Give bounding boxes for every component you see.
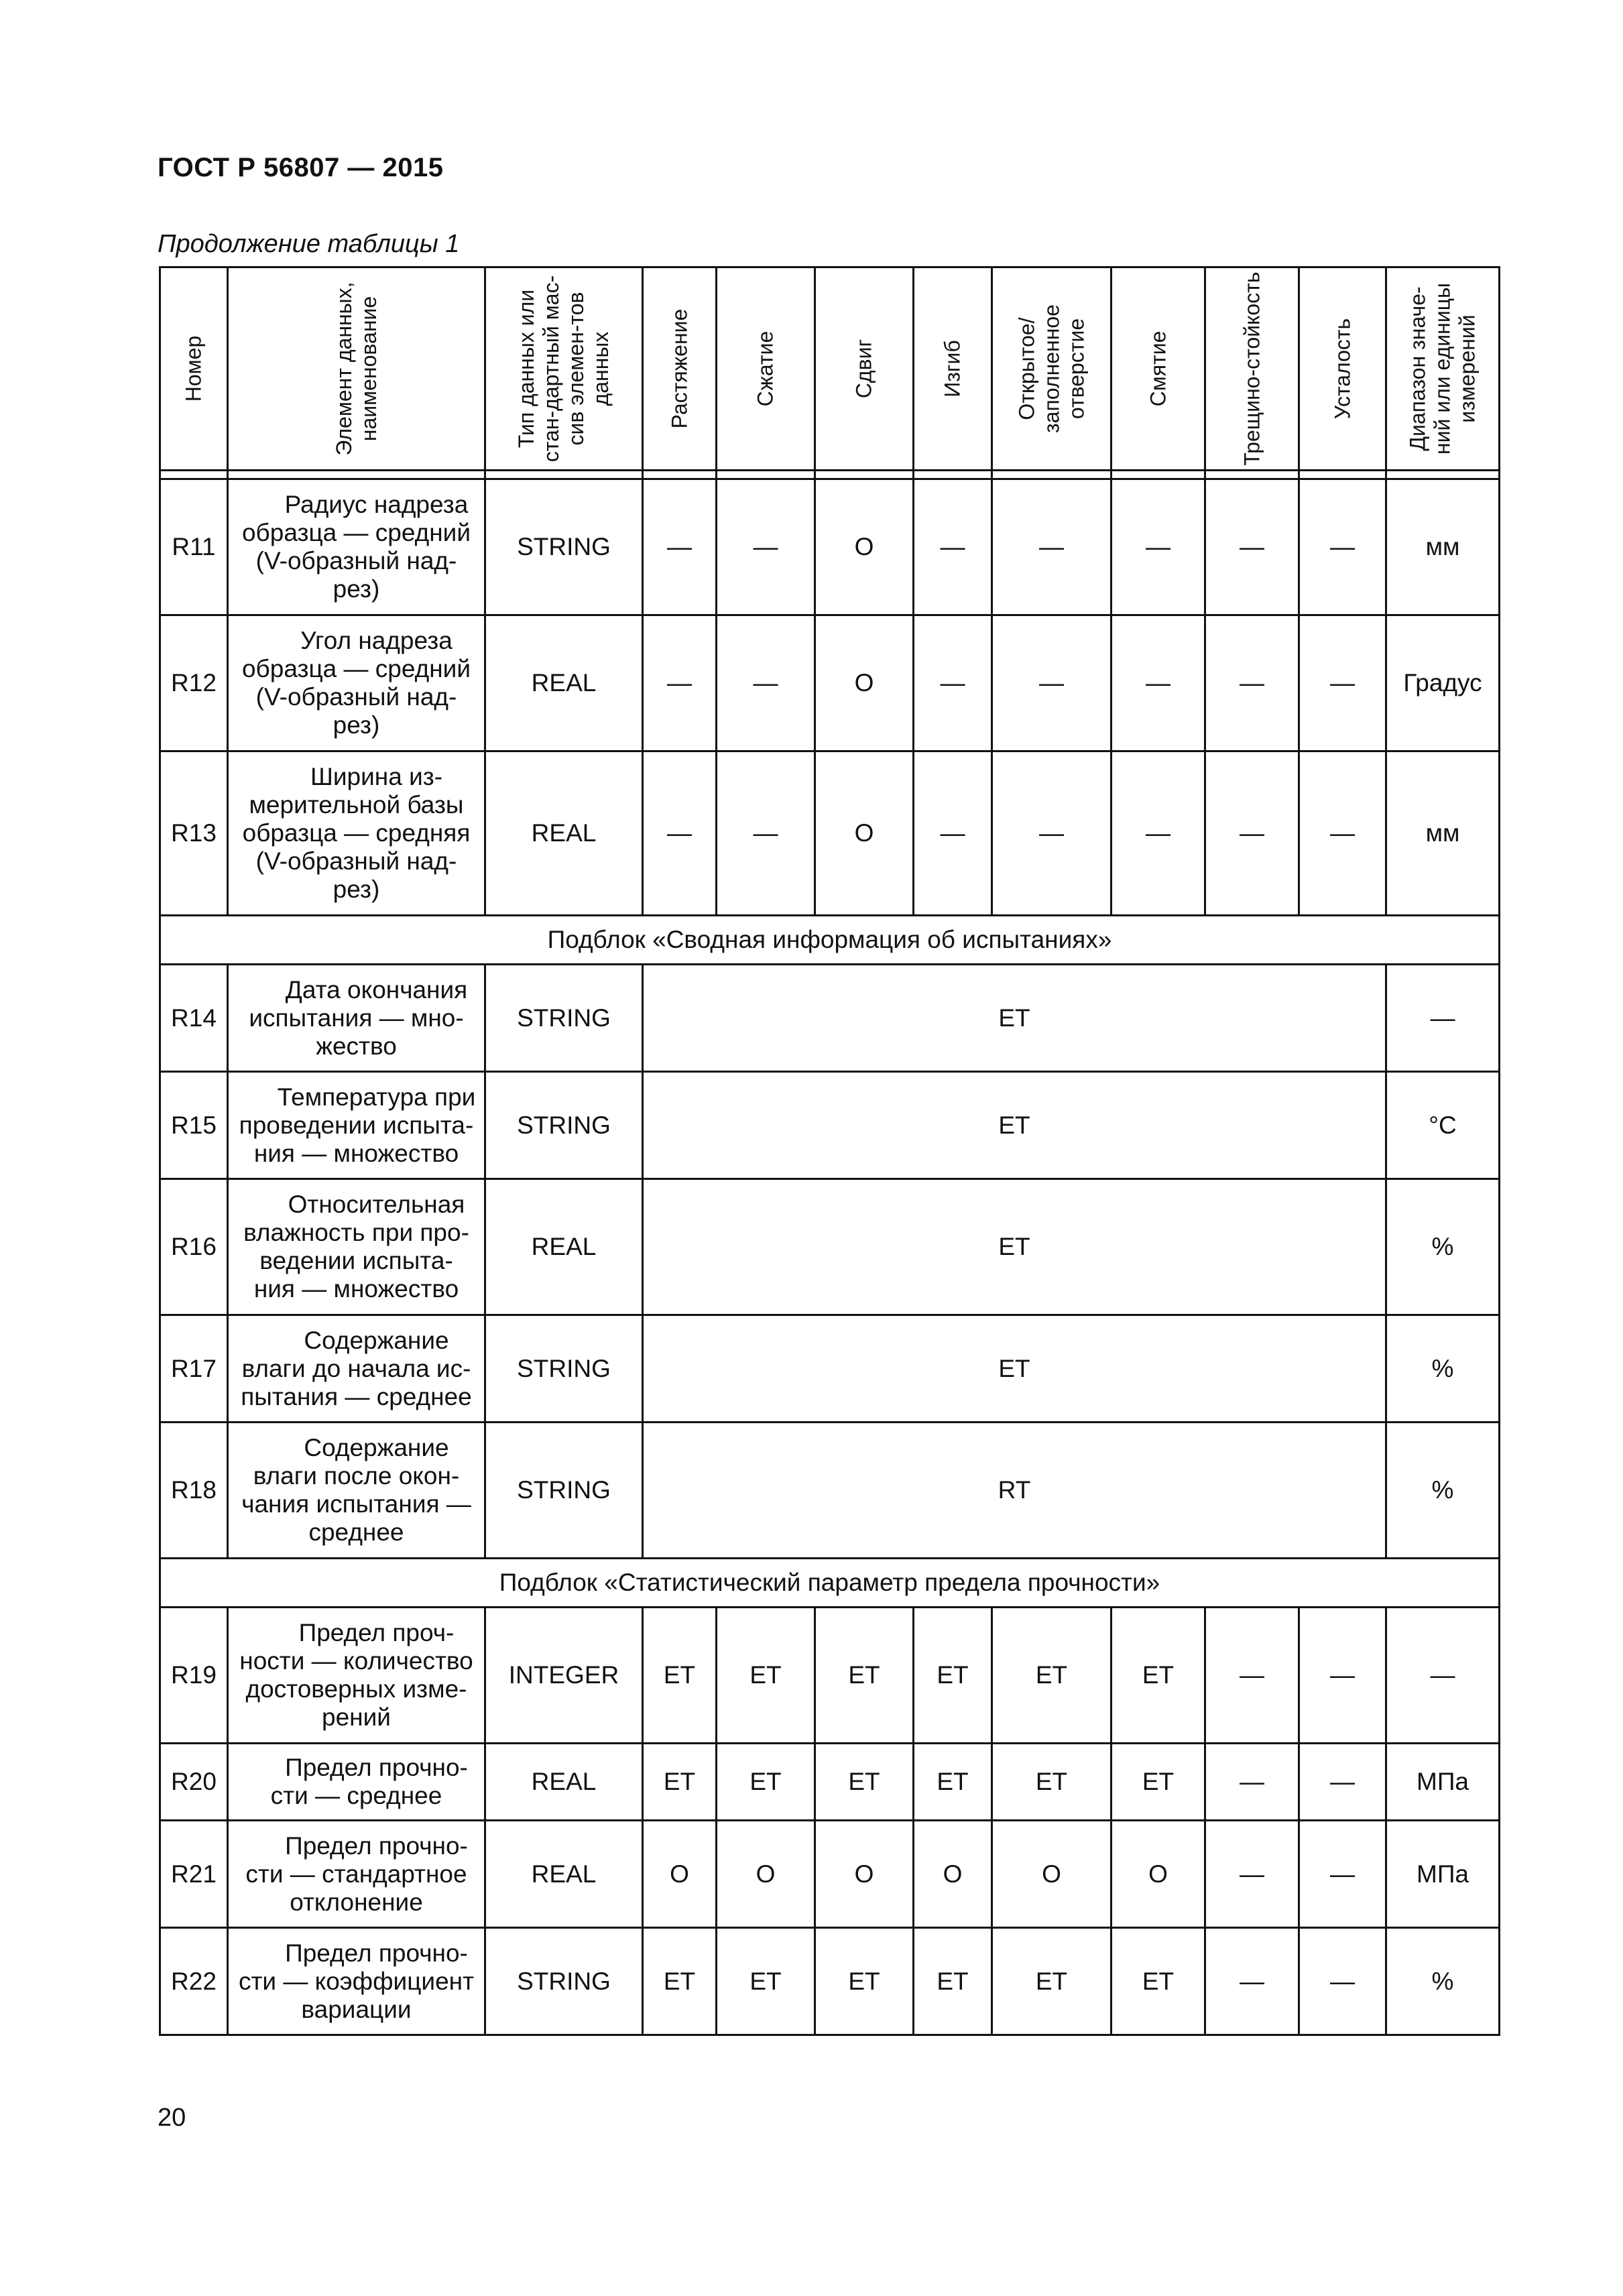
table-row xyxy=(160,1608,1500,1744)
test-applicability: — xyxy=(1205,1608,1299,1744)
element-name-line: отклонение xyxy=(290,1888,423,1916)
unit-range: МПа xyxy=(1386,1821,1500,1928)
element-name-line: ния — множество xyxy=(253,1139,459,1167)
element-name-line: сти — среднее xyxy=(270,1782,442,1809)
test-applicability: — xyxy=(1205,479,1299,615)
element-name-line: образца — средний xyxy=(241,655,471,682)
column-header-label: Открытое/ заполненное отверстие xyxy=(1014,304,1088,433)
element-name-line: испытания — мно- xyxy=(249,1004,464,1032)
element-name-line: Температура при xyxy=(277,1083,476,1111)
element-name-line: ния — множество xyxy=(253,1275,459,1303)
row-number: R18 xyxy=(160,1423,228,1559)
data-type: STRING xyxy=(485,965,643,1072)
column-header xyxy=(717,267,815,471)
element-name-line: Радиус надреза xyxy=(284,491,469,518)
element-name-line: вариации xyxy=(301,1995,412,2023)
test-applicability: — xyxy=(914,479,992,615)
column-header xyxy=(992,267,1111,471)
column-header xyxy=(914,267,992,471)
row-number: R16 xyxy=(160,1179,228,1315)
element-name-line: пытания — среднее xyxy=(241,1382,472,1410)
element-name-line: (V-образный над- xyxy=(255,547,457,575)
test-applicability: ET xyxy=(914,1608,992,1744)
element-name xyxy=(228,751,485,916)
unit-range: мм xyxy=(1386,479,1500,615)
row-number: R17 xyxy=(160,1315,228,1423)
element-name xyxy=(228,1179,485,1315)
element-name-line: сти — стандартное xyxy=(245,1860,467,1888)
row-number: R12 xyxy=(160,615,228,751)
element-name xyxy=(228,1928,485,2035)
test-applicability: ET xyxy=(643,1928,717,2035)
unit-range: % xyxy=(1386,1928,1500,2035)
data-type: REAL xyxy=(485,615,643,751)
test-applicability: — xyxy=(914,751,992,916)
test-applicability: — xyxy=(717,751,815,916)
element-name-line: влаги до начала ис- xyxy=(241,1354,471,1382)
table-row xyxy=(160,1315,1500,1423)
test-applicability: ET xyxy=(815,1608,914,1744)
table-caption: Продолжение таблицы 1 xyxy=(158,230,460,258)
element-name-line: Ширина из- xyxy=(310,763,443,790)
test-applicability: ET xyxy=(1111,1608,1205,1744)
column-header xyxy=(228,267,485,471)
column-header-label: Диапазон значе-ний или единицы измерений xyxy=(1405,282,1480,455)
test-applicability: — xyxy=(643,751,717,916)
element-name-line: образца — средняя xyxy=(242,819,471,847)
element-name-line: Относительная xyxy=(288,1191,465,1218)
test-applicability: O xyxy=(992,1821,1111,1928)
element-name-line: сти — коэффициент xyxy=(238,1967,475,1995)
data-type: STRING xyxy=(485,1315,643,1423)
test-applicability: RT xyxy=(643,1423,1386,1559)
test-applicability: — xyxy=(643,479,717,615)
element-name-line: Предел прочно- xyxy=(285,1939,468,1967)
column-header-label: Смятие xyxy=(1146,330,1170,407)
test-applicability: — xyxy=(1111,615,1205,751)
element-name-line: ведении испыта- xyxy=(259,1247,453,1274)
column-header xyxy=(643,267,717,471)
table-row xyxy=(160,1072,1500,1179)
page-number: 20 xyxy=(158,2104,186,2132)
table-row xyxy=(160,751,1500,916)
element-name-line: (V-образный над- xyxy=(255,847,457,875)
test-applicability: — xyxy=(717,615,815,751)
table-row xyxy=(160,1423,1500,1559)
column-header-label: Элемент данных, наименование xyxy=(331,282,381,456)
test-applicability: O xyxy=(914,1821,992,1928)
test-applicability: — xyxy=(1299,1821,1386,1928)
test-applicability: — xyxy=(914,615,992,751)
element-name-line: влажность при про- xyxy=(243,1219,469,1246)
subblock-row xyxy=(160,1559,1500,1608)
data-type: REAL xyxy=(485,1821,643,1928)
test-applicability: ET xyxy=(643,1072,1386,1179)
test-applicability: — xyxy=(1111,479,1205,615)
element-name-line: рез) xyxy=(333,875,380,903)
element-name-line: Угол надреза xyxy=(300,627,453,654)
table-row xyxy=(160,1928,1500,2035)
element-name-line: чания испытания — xyxy=(241,1490,471,1518)
row-number: R11 xyxy=(160,479,228,615)
element-name-line: рений xyxy=(322,1703,391,1731)
test-applicability: ET xyxy=(643,1608,717,1744)
test-applicability: ET xyxy=(1111,1744,1205,1821)
test-applicability: — xyxy=(1205,1821,1299,1928)
data-table xyxy=(159,266,1500,2036)
header-separator xyxy=(160,471,1500,479)
data-type: REAL xyxy=(485,751,643,916)
test-applicability: ET xyxy=(992,1928,1111,2035)
test-applicability: — xyxy=(1205,1744,1299,1821)
test-applicability: ET xyxy=(717,1744,815,1821)
column-header xyxy=(1386,267,1500,471)
test-applicability: O xyxy=(815,479,914,615)
element-name-line: среднее xyxy=(308,1518,404,1546)
test-applicability: O xyxy=(1111,1821,1205,1928)
column-header xyxy=(815,267,914,471)
subblock-row xyxy=(160,916,1500,965)
data-type: STRING xyxy=(485,1928,643,2035)
element-name xyxy=(228,1315,485,1423)
test-applicability: — xyxy=(1299,479,1386,615)
test-applicability: — xyxy=(992,479,1111,615)
column-header-label: Изгиб xyxy=(940,340,965,398)
test-applicability: ET xyxy=(992,1744,1111,1821)
data-type: REAL xyxy=(485,1179,643,1315)
unit-range: МПа xyxy=(1386,1744,1500,1821)
test-applicability: — xyxy=(992,615,1111,751)
element-name-line: достоверных изме- xyxy=(245,1675,467,1703)
column-header-label: Растяжение xyxy=(667,308,691,429)
table-row xyxy=(160,479,1500,615)
column-header-label: Номер xyxy=(181,335,206,402)
column-header-label: Тип данных или стан-дартный мас-сив элемен-тов данных xyxy=(514,275,613,463)
table-header xyxy=(160,267,1500,471)
test-applicability: ET xyxy=(717,1928,815,2035)
element-name-line: рез) xyxy=(333,711,380,739)
test-applicability: O xyxy=(815,751,914,916)
test-applicability: — xyxy=(643,615,717,751)
test-applicability: — xyxy=(1111,751,1205,916)
unit-range: % xyxy=(1386,1423,1500,1559)
data-type: STRING xyxy=(485,479,643,615)
element-name-line: проведении испыта- xyxy=(239,1111,474,1139)
document-code: ГОСТ Р 56807 — 2015 xyxy=(158,153,444,182)
element-name-line: Дата окончания xyxy=(285,975,468,1004)
element-name-line: Содержание xyxy=(304,1326,449,1354)
test-applicability: ET xyxy=(717,1608,815,1744)
element-name-line: рез) xyxy=(333,575,380,603)
column-header-label: Сжатие xyxy=(753,330,778,407)
element-name xyxy=(228,1072,485,1179)
row-number: R13 xyxy=(160,751,228,916)
column-header xyxy=(160,267,228,471)
unit-range: % xyxy=(1386,1179,1500,1315)
test-applicability: — xyxy=(1299,1928,1386,2035)
test-applicability: ET xyxy=(643,965,1386,1072)
element-name xyxy=(228,1608,485,1744)
table-row xyxy=(160,1179,1500,1315)
element-name-line: Предел прочно- xyxy=(285,1831,468,1860)
test-applicability: ET xyxy=(643,1179,1386,1315)
table-row xyxy=(160,1821,1500,1928)
test-applicability: ET xyxy=(914,1928,992,2035)
table-row xyxy=(160,615,1500,751)
test-applicability: ET xyxy=(1111,1928,1205,2035)
test-applicability: — xyxy=(1205,1928,1299,2035)
test-applicability: ET xyxy=(643,1315,1386,1423)
element-name-line: Предел проч- xyxy=(298,1619,455,1646)
subblock-title: Подблок «Сводная информация об испытаниях» xyxy=(160,916,1500,965)
test-applicability: — xyxy=(992,751,1111,916)
column-header xyxy=(1111,267,1205,471)
row-number: R14 xyxy=(160,965,228,1072)
unit-range: мм xyxy=(1386,751,1500,916)
element-name xyxy=(228,1821,485,1928)
unit-range: °C xyxy=(1386,1072,1500,1179)
row-number: R21 xyxy=(160,1821,228,1928)
test-applicability: — xyxy=(1205,615,1299,751)
element-name-line: влаги после окон- xyxy=(253,1462,460,1490)
column-header xyxy=(485,267,643,471)
test-applicability: O xyxy=(815,1821,914,1928)
unit-range: — xyxy=(1386,965,1500,1072)
subblock-title: Подблок «Статистический параметр предела прочности» xyxy=(160,1559,1500,1608)
test-applicability: O xyxy=(717,1821,815,1928)
table-row xyxy=(160,1744,1500,1821)
column-header xyxy=(1299,267,1386,471)
unit-range: Градус xyxy=(1386,615,1500,751)
column-header-label: Усталость xyxy=(1330,318,1354,420)
data-type: STRING xyxy=(485,1423,643,1559)
element-name-line: жество xyxy=(316,1032,397,1060)
row-number: R22 xyxy=(160,1928,228,2035)
element-name-line: мерительной базы xyxy=(249,791,464,819)
test-applicability: — xyxy=(1299,751,1386,916)
test-applicability: ET xyxy=(815,1928,914,2035)
data-type: STRING xyxy=(485,1072,643,1179)
test-applicability: — xyxy=(717,479,815,615)
test-applicability: — xyxy=(1205,751,1299,916)
data-type: INTEGER xyxy=(485,1608,643,1744)
row-number: R19 xyxy=(160,1608,228,1744)
element-name-line: (V-образный над- xyxy=(255,683,457,711)
unit-range: — xyxy=(1386,1608,1500,1744)
test-applicability: — xyxy=(1299,1744,1386,1821)
element-name-line: ности — количество xyxy=(239,1647,473,1675)
unit-range: % xyxy=(1386,1315,1500,1423)
element-name xyxy=(228,1744,485,1821)
row-number: R20 xyxy=(160,1744,228,1821)
column-header-label: Трещино-стойкость xyxy=(1240,271,1264,466)
column-header-label: Сдвиг xyxy=(851,339,876,399)
test-applicability: ET xyxy=(815,1744,914,1821)
column-header xyxy=(1205,267,1299,471)
element-name-line: Содержание xyxy=(304,1434,449,1461)
test-applicability: ET xyxy=(643,1744,717,1821)
element-name xyxy=(228,965,485,1072)
table-body xyxy=(160,471,1500,2035)
test-applicability: O xyxy=(815,615,914,751)
test-applicability: — xyxy=(1299,615,1386,751)
element-name-line: Предел прочно- xyxy=(285,1754,468,1781)
data-type: REAL xyxy=(485,1744,643,1821)
element-name xyxy=(228,479,485,615)
element-name xyxy=(228,615,485,751)
element-name xyxy=(228,1423,485,1559)
table-row xyxy=(160,965,1500,1072)
test-applicability: O xyxy=(643,1821,717,1928)
row-number: R15 xyxy=(160,1072,228,1179)
element-name-line: образца — средний xyxy=(241,519,471,546)
test-applicability: ET xyxy=(992,1608,1111,1744)
test-applicability: — xyxy=(1299,1608,1386,1744)
test-applicability: ET xyxy=(914,1744,992,1821)
